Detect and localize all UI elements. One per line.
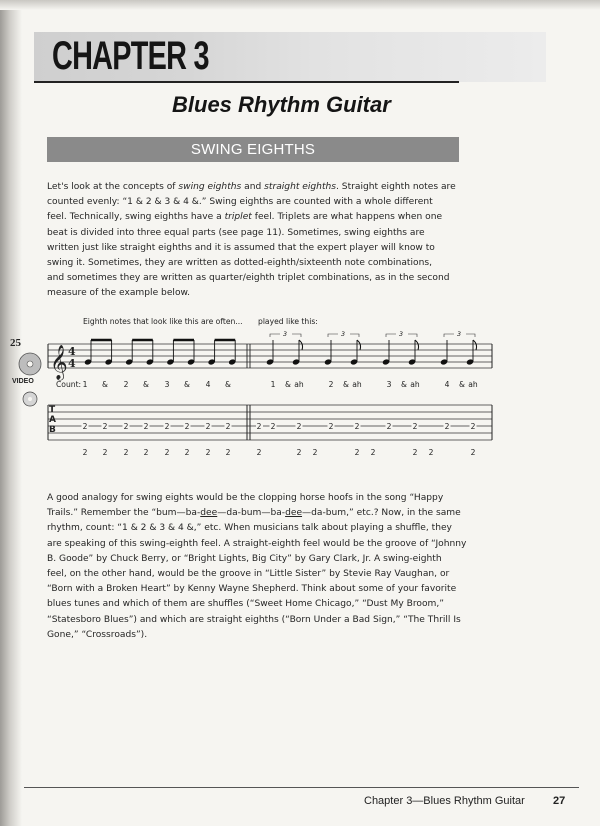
tab-fret-number: 2 [143, 422, 149, 431]
count-syllable: ah [468, 380, 478, 389]
chapter-rule [34, 81, 459, 83]
emphasis-text: triplet [224, 212, 252, 223]
count-syllable: 3 [164, 380, 170, 389]
tab-pick-number: 2 [143, 448, 149, 457]
tab-letter: T [49, 405, 56, 415]
track-number: 25 [10, 337, 21, 349]
chapter-title: Blues Rhythm Guitar [172, 92, 391, 117]
tab-fret-number: 2 [386, 422, 392, 431]
page-top-shadow [0, 0, 600, 10]
count-syllable: 4 [444, 380, 450, 389]
music-notation-example [0, 305, 600, 475]
count-syllable: & [184, 380, 190, 389]
tab-pick-number: 2 [102, 448, 108, 457]
paragraph-line: are speaking of this swing-eighth feel. A straight-eighth feel would be the groove of “Johnny [47, 538, 467, 549]
paragraph-line: A good analogy for swing eights would be the clopping horse hoofs in the song “Happy [47, 493, 444, 503]
triplet-number: 3 [399, 330, 404, 338]
count-syllable: & [102, 380, 108, 389]
count-syllable: & [343, 380, 349, 389]
tab-pick-number: 2 [370, 448, 376, 457]
tab-fret-number: 2 [412, 422, 418, 431]
triplet-number: 3 [283, 330, 288, 338]
count-syllable: & [225, 380, 231, 389]
note-flag [473, 340, 477, 350]
time-signature-bottom: 4 [68, 357, 76, 370]
note-flag [415, 340, 419, 350]
page-number: 27 [553, 795, 566, 807]
paragraph-line: feel, on the other hand, would be the groove in “Little Sister” by Stevie Ray Vaughan, or [47, 569, 450, 580]
emphasis-text: swing eighths [178, 182, 242, 192]
count-syllable: & [401, 380, 407, 389]
tab-pick-number: 2 [184, 448, 190, 457]
paragraph-line: Trails.” Remember the “bum—ba-dee—da-bum—ba-dee—da-bum,” etc.? Now, in the same [47, 508, 461, 519]
disc-icon [23, 392, 37, 406]
treble-clef-icon: 𝄞 [50, 345, 68, 380]
tab-fret-number: 2 [328, 422, 334, 431]
tab-pick-number: 2 [470, 448, 476, 457]
caption-right: played like this: [258, 317, 318, 326]
tab-pick-number: 2 [428, 448, 434, 457]
count-syllable: 2 [123, 380, 129, 389]
count-syllable: 1 [270, 380, 276, 389]
tab-fret-number: 2 [102, 422, 108, 431]
tab-pick-number: 2 [354, 448, 360, 457]
tab-letter: A [49, 415, 56, 425]
count-syllable: ah [294, 380, 304, 389]
tab-pick-number: 2 [123, 448, 129, 457]
underlined-syllable: dee [285, 508, 303, 519]
paragraph-intro [47, 180, 467, 302]
section-title: SWING EIGHTHS [190, 141, 316, 158]
paragraph-line: counted evenly: “1 & 2 & 3 & 4 &.” Swing eighths are counted with a whole different [47, 197, 433, 208]
count-syllable: ah [352, 380, 362, 389]
paragraph-analogy [47, 491, 467, 643]
notation-svg [0, 305, 600, 475]
tab-fret-number: 2 [184, 422, 190, 431]
cd-icon [19, 353, 41, 375]
underlined-syllable: dee [200, 508, 218, 519]
paragraph-line: blues tunes and which of them are shuffles (“Sweet Home Chicago,” “Dust My Broom,” [47, 599, 444, 610]
notation-marks [56, 330, 478, 457]
note-flag [357, 340, 361, 350]
emphasis-text: straight eighths [264, 182, 337, 192]
triplet-number: 3 [457, 330, 462, 338]
paragraph-line: written just like straight eighths and it is assumed that the expert player will know to [47, 242, 435, 253]
count-syllable: & [459, 380, 465, 389]
paragraph-line: swing it. Sometimes, they are written as dotted-eighth/sixteenth note combinations, [47, 258, 432, 269]
tab-pick-number: 2 [296, 448, 302, 457]
tab-fret-number: 2 [256, 422, 262, 431]
count-syllable: & [285, 380, 291, 389]
count-label: Count: [56, 380, 82, 389]
tab-fret-number: 2 [123, 422, 129, 431]
paragraph-line: “Born with a Broken Heart” by Kenny Wayne Shepherd. Think about some of your favorite [47, 584, 457, 595]
video-label: VIDEO [12, 378, 34, 385]
tab-letter: B [49, 425, 56, 435]
footer-running-title: Chapter 3—Blues Rhythm Guitar [364, 795, 525, 807]
paragraph-line: feel. Technically, swing eighths have a triplet feel. Triplets are what happens when one [47, 212, 443, 223]
tab-pick-number: 2 [312, 448, 318, 457]
count-syllable: ah [410, 380, 420, 389]
tab-fret-number: 2 [444, 422, 450, 431]
paragraph-line: measure of the example below. [47, 288, 191, 299]
chapter-label: CHAPTER 3 [52, 34, 209, 78]
time-signature-top: 4 [68, 345, 76, 358]
count-syllable: 1 [82, 380, 88, 389]
tab-pick-number: 2 [205, 448, 211, 457]
count-syllable: 3 [386, 380, 392, 389]
count-syllable: 2 [328, 380, 334, 389]
tab-fret-number: 2 [296, 422, 302, 431]
paragraph-line: and sometimes they are written as quarter/eighth triplet combinations, as in the second [47, 273, 450, 284]
tab-fret-number: 2 [354, 422, 360, 431]
paragraph-line: B. Goode” by Chuck Berry, or “Bright Lights, Big City” by Gary Clark, Jr. A swing-eighth [47, 553, 442, 564]
tab-fret-number: 2 [164, 422, 170, 431]
paragraph-line: beat is divided into three equal parts (see page 11). Sometimes, swing eighths are [47, 227, 425, 238]
tab-pick-number: 2 [225, 448, 231, 457]
paragraph-line: “Statesboro Blues”) and which are straight eighths (“Born Under a Bad Sign,” “The Thrill Is [47, 614, 461, 625]
count-syllable: 4 [205, 380, 211, 389]
tab-pick-number: 2 [82, 448, 88, 457]
paragraph-line: Gone,” “Crossroads”). [47, 629, 148, 640]
note-flag [299, 340, 303, 350]
tab-pick-number: 2 [412, 448, 418, 457]
tab-fret-number: 2 [205, 422, 211, 431]
tab-fret-number: 2 [225, 422, 231, 431]
paragraph-line: Let's look at the concepts of swing eighths and straight eighths. Straight eighth notes are [47, 182, 456, 192]
caption-left: Eighth notes that look like this are often... [83, 317, 243, 326]
footer-rule [24, 787, 579, 788]
tab-fret-number: 2 [82, 422, 88, 431]
tab-pick-number: 2 [256, 448, 262, 457]
tab-fret-number: 2 [270, 422, 276, 431]
tab-fret-number: 2 [470, 422, 476, 431]
tab-pick-number: 2 [164, 448, 170, 457]
count-syllable: & [143, 380, 149, 389]
triplet-number: 3 [341, 330, 346, 338]
paragraph-line: rhythm, count: “1 & 2 & 3 & 4 &,” etc. When musicians talk about playing a shuffle, they [47, 523, 452, 534]
